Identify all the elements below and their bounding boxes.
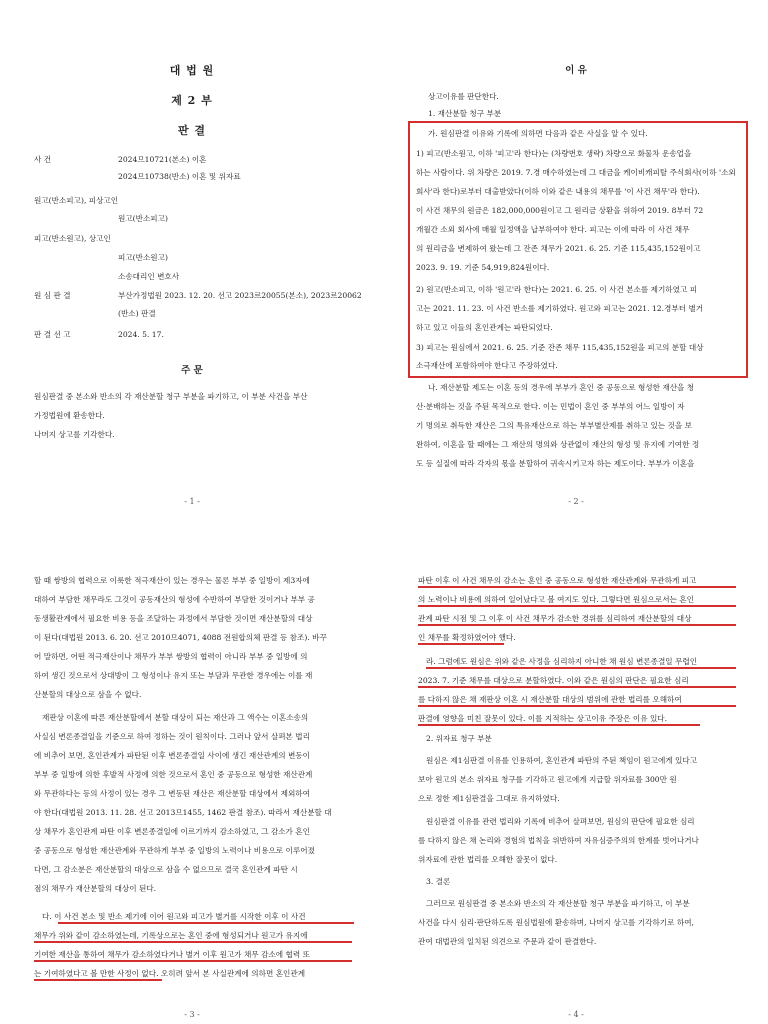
para-na-line-5: 도 등 실질에 따라 각자의 몫을 분할하여 귀속시키고자 하는 제도이다. 부부가 이혼을 <box>416 459 695 468</box>
para-na-line-2: 산·분배하는 것을 주된 목적으로 한다. 이는 민법이 혼인 중 부부의 어느 일방이 자 <box>416 402 685 411</box>
p3-line-b1: 재판상 이혼에 따른 재산분할에서 분할 대상이 되는 재산과 그 액수는 이혼소송의 <box>42 713 309 722</box>
para-na-line-4: 완하여, 이혼을 할 때에는 그 재산의 명의와 상관없이 재산의 형성 및 유지에 기여한 정 <box>416 440 700 449</box>
underline-p4-1 <box>418 586 736 588</box>
p3-line-b5: 와 무관하다는 등의 사정이 있는 경우 그 변동된 재산은 재산분할 대상에서 제외하여 <box>34 789 310 798</box>
p4-line-b4: 판결에 영향을 미친 잘못이 있다. 이를 지적하는 상고이유 주장은 이유 있다. <box>418 714 668 723</box>
boxed-line-7: 의 원리금을 변제하여 왔는데 그 잔존 채무가 2021. 6. 25. 기준 115,435,152원이고 <box>416 244 701 253</box>
para-na-line-3: 기 명의로 취득한 재산은 그의 특유재산으로 하는 부부별산제를 취하고 있는 것을 보 <box>416 421 692 430</box>
p4-line-c3: 으로 정한 제1심판결을 그대로 유지하였다. <box>418 794 560 803</box>
boxed-line-2: 1) 피고(반소원고, 이하 '피고'라 한다)는 (차량번호 생략) 차량으로 화물차 운송업을 <box>416 149 692 158</box>
page-number-1: - 1 - <box>184 497 200 506</box>
p3-line-c2: 채무가 위와 같이 감소하였는데, 기록상으로는 혼인 중에 형성되거나 원고가 유지에 <box>34 931 308 940</box>
page-number-3: - 3 - <box>184 1010 200 1019</box>
case-label: 사 건 <box>34 155 52 164</box>
p4-line-c1: 원심은 제1심판결 이유를 인용하여, 혼인관계 파탄의 주된 책임이 원고에게 있다고 <box>426 756 698 765</box>
p3-line-a4: 이 된다(대법원 2013. 6. 20. 선고 2010므4071, 4088 전원합의체 판결 등 참조). 바꾸 <box>34 633 327 642</box>
p4-line-d3: 위자료에 관한 법리를 오해한 잘못이 없다. <box>418 855 558 864</box>
underline-p4-2 <box>418 605 736 607</box>
boxed-line-9: 2) 원고(반소피고, 이하 '원고'라 한다)는 2021. 6. 25. 이 사건 본소를 제기하였고 피 <box>416 285 698 294</box>
p4-line-c2: 보아 원고의 본소 위자료 청구를 기각하고 원고에게 지급할 위자료를 300만 원 <box>418 775 677 784</box>
court-name: 대 법 원 <box>169 64 215 77</box>
order-line-2: 가정법원에 환송한다. <box>34 411 105 420</box>
page-number-2: - 2 - <box>568 497 584 506</box>
p3-line-a1: 할 때 쌍방의 협력으로 이룩한 적극재산이 있는 경우는 물론 부부 중 일방이 제3자에 <box>34 576 310 585</box>
p3-line-a7: 산분할의 대상으로 삼을 수 없다. <box>34 690 142 699</box>
p4-line-e2: 사건을 다시 심리·판단하도록 원심법원에 환송하며, 나머지 상고를 기각하기로 하여, <box>418 918 694 927</box>
p4-line-b3: 를 다하지 않은 채 재판상 이혼 시 재산분할 대상의 범위에 관한 법리를 오해하여 <box>418 695 682 704</box>
underline-p4-7 <box>418 705 736 707</box>
p3-line-a6: 하여 생긴 것으로서 상대방이 그 형성이나 유지 또는 부담과 무관한 경우에는 이를 재 <box>34 671 313 680</box>
p4-line-a1: 파탄 이후 이 사건 채무의 감소는 혼인 중 공동으로 형성한 재산관계와 무관하게 피고 <box>418 576 697 585</box>
underline-p3-2 <box>34 941 352 943</box>
date-value: 2024. 5. 17. <box>118 330 164 339</box>
para-na-line-1: 나. 재산분할 제도는 이혼 등의 경우에 부부가 혼인 중 공동으로 형성한 재산을 청 <box>428 383 695 392</box>
division: 제 2 부 <box>171 94 213 107</box>
p4-line-b1: 라. 그럼에도 원심은 위와 같은 사정을 심리하지 아니한 채 원심 변론종결일 무렵인 <box>426 657 698 666</box>
boxed-line-10: 고는 2021. 11. 23. 이 사건 반소를 제기하였다. 원고와 피고는 2021. 12.경부터 별거 <box>416 304 704 313</box>
boxed-line-1: 가. 원심판결 이유와 기록에 의하면 다음과 같은 사실을 알 수 있다. <box>428 129 648 138</box>
page-2 <box>384 0 768 512</box>
boxed-line-5: 이 사건 채무의 원금은 182,000,000원이고 그 원리금 상환을 위하여 2019. 8부터 72 <box>416 206 704 215</box>
p3-line-b10: 점의 채무가 재산분할의 대상이 된다. <box>34 884 157 893</box>
section-1-heading: 1. 재산분할 청구 부분 <box>428 109 502 118</box>
counsel: 소송대리인 변호사 <box>118 272 180 281</box>
defendant-label: 피고(반소원고), 상고인 <box>34 234 111 243</box>
p4-line-e1: 그러므로 원심판결 중 본소와 반소의 각 재산분할 청구 부분을 파기하고, 이 부분 <box>426 899 690 908</box>
boxed-line-4: 회사'라 한다)로부터 대출받았다(이하 이와 같은 내용의 채무를 '이 사건 채무'라 한다). <box>416 187 700 196</box>
defendant-value: 피고(반소원고) <box>118 253 168 262</box>
p4-line-a4: 인 채무를 확정하였어야 했다. <box>418 633 516 642</box>
plaintiff-label: 원고(반소피고), 피상고인 <box>34 196 119 205</box>
page-3 <box>0 512 384 1024</box>
order-title: 주 문 <box>181 365 203 376</box>
boxed-line-8: 2023. 9. 19. 기준 54,919,824원이다. <box>416 263 550 272</box>
p3-line-b6: 야 한다(대법원 2013. 11. 28. 선고 2013므1455, 1462 판결 참조). 따라서 재산분할 대 <box>34 808 332 817</box>
boxed-line-13: 소극재산에 포함하여야 한다고 주장하였다. <box>416 361 558 370</box>
boxed-line-6: 개월간 소외 회사에 매월 일정액을 납부하여야 한다. 피고는 이에 따라 이 사건 채무 <box>416 225 690 234</box>
p4-line-a2: 의 노력이나 비용에 의하여 일어났다고 볼 여지도 있다. 그렇다면 원심으로서는 혼인 <box>418 595 694 604</box>
p4-line-b2: 2023. 7. 기준 채무를 대상으로 분할하였다. 이와 같은 원심의 판단은 필요한 심리 <box>418 676 689 685</box>
boxed-line-12: 3) 피고는 원심에서 2021. 6. 25. 기준 잔존 채무 115,435,152원을 피고의 분할 대상 <box>416 343 704 352</box>
underline-p4-3 <box>418 624 736 626</box>
underline-p4-6 <box>418 686 736 688</box>
p4-line-e3: 관여 대법관의 일치된 의견으로 주문과 같이 판결한다. <box>418 937 597 946</box>
p3-line-b2: 사실심 변론종결일을 기준으로 하여 정하는 것이 원칙이다. 그러나 앞서 살펴본 법리 <box>34 732 310 741</box>
p3-line-b3: 에 비추어 보면, 혼인관계가 파탄된 이후 변론종결일 사이에 생긴 재산관계의 변동이 <box>34 751 310 760</box>
p3-line-b9: 다면, 그 감소분은 재산분할의 대상으로 삼을 수 없으므로 결국 혼인관계 파탄 시 <box>34 865 298 874</box>
p4-line-d2: 를 다하지 않은 채 논리와 경험의 법칙을 위반하여 자유심증주의의 한계를 벗어나거나 <box>418 836 699 845</box>
p3-line-c4: 는 기여하였다고 볼 만한 사정이 없다. 오히려 앞서 본 사실관계에 의하면 혼인관계 <box>34 969 306 978</box>
section-2-heading: 2. 위자료 청구 부분 <box>426 734 492 743</box>
page-4 <box>384 512 768 1024</box>
case-value-2: 2024므10738(반소) 이혼 및 위자료 <box>118 172 241 181</box>
boxed-line-11: 하고 있고 이들의 혼인관계는 파탄되었다. <box>416 323 553 332</box>
boxed-line-3: 하는 사람이다. 위 차량은 2019. 7.경 매수하였는데 그 대금을 케이비캐피탈 주식회사(이하 '소외 <box>416 168 736 177</box>
case-value-1: 2024므10721(본소) 이혼 <box>118 155 207 164</box>
underline-p3-4 <box>34 979 162 981</box>
p3-line-b7: 상 채무가 혼인관계 파탄 이후 변론종결일에 이르기까지 감소하였고, 그 감소가 혼인 <box>34 827 310 836</box>
page-number-4: - 4 - <box>568 1010 584 1019</box>
p3-line-c3: 기여한 재산을 통하여 채무가 감소하였다거나 별거 이후 원고가 채무 감소에 협력 또 <box>34 950 310 959</box>
lower-court-value-2: (반소) 판결 <box>118 309 156 318</box>
lower-court-value-1: 부산가정법원 2023. 12. 20. 선고 2023르20055(본소), 2023르20062 <box>118 291 362 300</box>
p3-line-b8: 중 공동으로 형성한 재산관계와 무관하게 부부 중 일방의 노력이나 비용으로 이루어졌 <box>34 846 315 855</box>
section-3-heading: 3. 결론 <box>426 877 451 886</box>
plaintiff-value: 원고(반소피고) <box>118 214 168 223</box>
page-1 <box>0 0 384 512</box>
order-line-1: 원심판결 중 본소와 반소의 각 재산분할 청구 부분을 파기하고, 이 부분 사건을 부산 <box>34 392 308 401</box>
underline-p4-8 <box>418 724 700 726</box>
underline-p4-4 <box>418 643 504 645</box>
p4-line-a3: 관계 파탄 시점 및 그 이후 이 사건 채무가 감소한 경위를 심리하여 재산분할의 대상 <box>418 614 692 623</box>
p3-line-b4: 부부 중 일방에 의한 후발적 사정에 의한 것으로서 혼인 중 공동으로 형성한 재산관계 <box>34 770 313 779</box>
p4-line-d1: 원심판결 이유를 관련 법리와 기록에 비추어 살펴보면, 원심의 판단에 필요한 심리 <box>426 817 695 826</box>
underline-p3-3 <box>34 960 352 962</box>
underline-p4-5 <box>426 667 736 669</box>
intro-line: 상고이유를 판단한다. <box>428 92 499 101</box>
order-line-3: 나머지 상고를 기각한다. <box>34 430 115 439</box>
p3-line-a2: 대하여 부담한 채무라도 그것이 공동재산의 형성에 수반하여 부담한 것이거나 부부 공 <box>34 595 315 604</box>
date-label: 판 결 선 고 <box>34 330 71 339</box>
underline-p3-1 <box>58 922 354 924</box>
p3-line-a3: 동생활관계에서 필요한 비용 등을 조달하는 과정에서 부담한 것이면 재산분할의 대상 <box>34 614 313 623</box>
lower-court-label: 원 심 판 결 <box>34 291 71 300</box>
p3-line-a5: 어 말하면, 어떤 적극재산이나 채무가 부부 쌍방의 협력이 아니라 부부 중 일방에 의 <box>34 652 308 661</box>
judgment-heading: 판 결 <box>177 124 207 137</box>
reasons-title: 이 유 <box>565 65 587 76</box>
p3-line-c1: 다. 이 사건 본소 및 반소 제기에 이어 원고와 피고가 별거를 시작한 이후 이 사건 <box>42 912 306 921</box>
